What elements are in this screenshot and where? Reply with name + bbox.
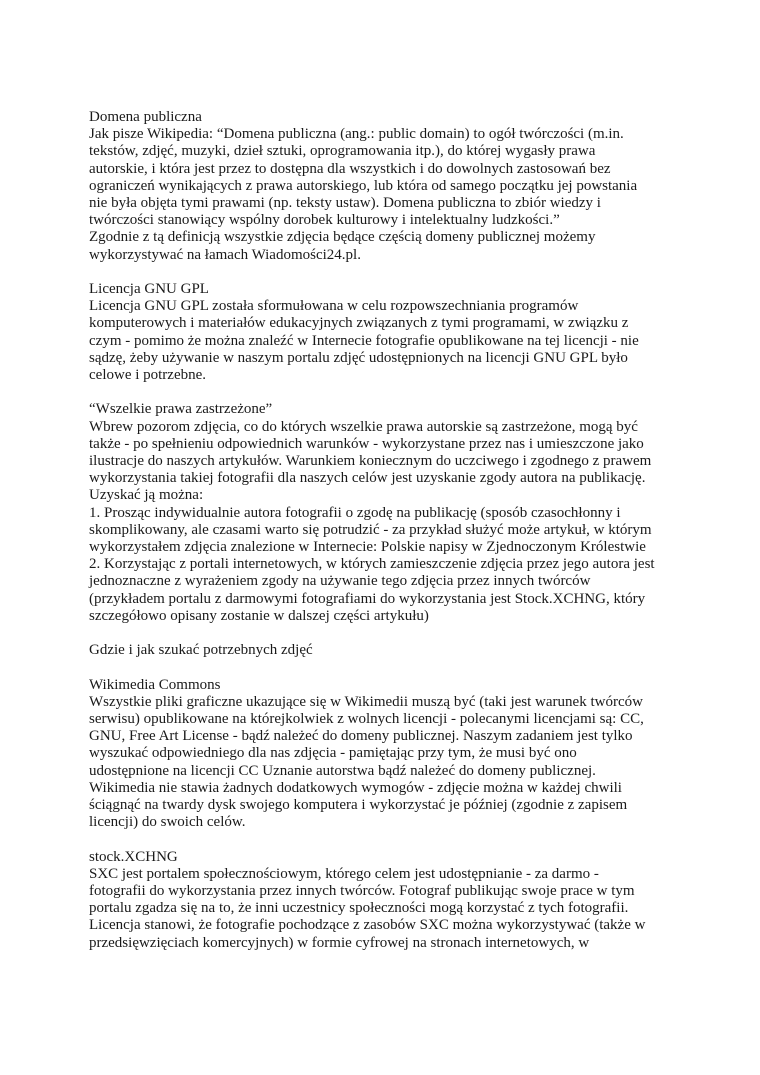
section-heading: stock.XCHNG [89, 848, 178, 865]
paragraph-line: serwisu) opublikowane na którejkolwiek z wolnych licencji - polecanymi licencjami są: CC, [89, 711, 644, 728]
paragraph-line: wykorzystania takiej fotografii dla naszych celów jest uzyskanie zgody autora na publikację. [89, 470, 646, 487]
section-gap [89, 264, 689, 281]
section-gnu-gpl [89, 281, 689, 384]
list-item-line: jednoznaczne z wyrażeniem zgody na używanie tego zdjęcia przez innych twórców [89, 573, 591, 590]
section-wikimedia-commons [89, 677, 689, 832]
paragraph-line: ilustracje do naszych artykułów. Warunkiem koniecznym do uczciwego i zgodnego z prawem [89, 453, 652, 470]
paragraph-line: Licencja GNU GPL została sformułowana w celu rozpowszechniania programów [89, 298, 579, 315]
paragraph-line: czym - pomimo że można znaleźć w Internecie fotografie opublikowane na tej licencji - nie [89, 332, 639, 349]
paragraph-line: Wbrew pozorom zdjęcia, co do których wszelkie prawa autorskie są zastrzeżone, mogą być [89, 418, 638, 435]
paragraph-line: licencji) do swoich celów. [89, 814, 246, 831]
section-gap [89, 659, 689, 676]
list-item-line: 2. Korzystając z portali internetowych, w których zamieszczenie zdjęcia przez jego autora jest [89, 556, 655, 573]
list-item-line: (przykładem portalu z darmowymi fotografiami do wykorzystania jest Stock.XCHNG, który [89, 590, 646, 607]
paragraph-line: sądzę, żeby używanie w naszym portalu zdjęć udostępnionych na licencji GNU GPL było [89, 349, 628, 366]
paragraph-line: Wszystkie pliki graficzne ukazujące się w Wikimedii muszą być (taki jest warunek twórców [89, 693, 643, 710]
list-item-line: skomplikowany, ale czasami warto się potrudzić - za przykład służyć może artykuł, w którym [89, 521, 652, 538]
paragraph-line: wyszukać odpowiedniego dla nas zdjęcia - pamiętając przy tym, że musi być ono [89, 745, 577, 762]
section-gdzie-szukac [89, 642, 689, 659]
paragraph-line: GNU, Free Art License - bądź należeć do domeny publicznej. Naszym zadaniem jest tylko [89, 728, 633, 745]
section-gap [89, 384, 689, 401]
paragraph-line: Zgodnie z tą definicją wszystkie zdjęcia będące częścią domeny publicznej możemy [89, 229, 596, 246]
paragraph-line: także - po spełnieniu odpowiednich warunków - wykorzystane przez nas i umieszczone jako [89, 435, 644, 452]
paragraph-line: Jak pisze Wikipedia: “Domena publiczna (ang.: public domain) to ogół twórczości (m.in. [89, 126, 624, 143]
section-heading: Licencja GNU GPL [89, 281, 209, 298]
section-gap [89, 625, 689, 642]
section-heading: Gdzie i jak szukać potrzebnych zdjęć [89, 642, 313, 659]
paragraph-line: celowe i potrzebne. [89, 367, 207, 384]
section-heading: Wikimedia Commons [89, 676, 221, 693]
paragraph-line: Uzyskać ją można: [89, 487, 204, 504]
section-gap [89, 831, 689, 848]
list-item-line: szczegółowo opisany zostanie w dalszej części artykułu) [89, 607, 429, 624]
paragraph-line: nie była objęta tymi prawami (np. teksty ustaw). Domena publiczna to zbiór wiedzy i [89, 195, 601, 212]
paragraph-line: SXC jest portalem społecznościowym, którego celem jest udostępnianie - za darmo - [89, 865, 599, 882]
paragraph-line: tekstów, zdjęć, muzyki, dzieł sztuki, oprogramowania itp.), do której wygasły prawa [89, 143, 596, 160]
section-heading: “Wszelkie prawa zastrzeżone” [89, 401, 273, 418]
paragraph-line: ściągnąć na twardy dysk swojego komputera i wykorzystać je później (zgodnie z zapisem [89, 797, 628, 814]
paragraph-line: wykorzystywać na łamach Wiadomości24.pl. [89, 246, 361, 263]
paragraph-line: twórczości stanowiący wspólny dorobek kulturowy i intelektualny ludzkości.” [89, 212, 560, 229]
list-item-line: 1. Prosząc indywidualnie autora fotografii o zgodę na publikację (sposób czasochłonny i [89, 504, 621, 521]
paragraph-line: komputerowych i materiałów edukacyjnych związanych z tymi programami, w związku z [89, 315, 629, 332]
paragraph-line: portalu zgadza się na to, że inni uczestnicy społeczności mogą korzystać z tych fotografii. [89, 900, 629, 917]
document-page [89, 109, 689, 952]
list-item-line: wykorzystałem zdjęcia znalezione w Internecie: Polskie napisy w Zjednoczonym Królestwie [89, 539, 646, 556]
paragraph-line: ograniczeń wynikających z prawa autorskiego, lub która od samego początku jej powstania [89, 177, 638, 194]
paragraph-line: przedsięwzięciach komercyjnych) w formie cyfrowej na stronach internetowych, w [89, 934, 590, 951]
paragraph-line: Licencja stanowi, że fotografie pochodzące z zasobów SXC można wykorzystywać (także w [89, 917, 646, 934]
paragraph-line: udostępnione na licencji CC Uznanie autorstwa bądź należeć do domeny publicznej. [89, 762, 596, 779]
paragraph-line: fotografii do wykorzystania przez innych twórców. Fotograf publikując swoje prace w tym [89, 883, 635, 900]
section-heading: Domena publiczna [89, 109, 202, 125]
section-wszelkie-prawa [89, 401, 689, 625]
section-stock-xchng [89, 849, 689, 952]
paragraph-line: autorskie, i która jest przez to dostępna dla wszystkich i do dowolnych zastosowań bez [89, 160, 611, 177]
section-domena-publiczna [89, 109, 689, 264]
paragraph-line: Wikimedia nie stawia żadnych dodatkowych wymogów - zdjęcie można w każdej chwili [89, 779, 622, 796]
